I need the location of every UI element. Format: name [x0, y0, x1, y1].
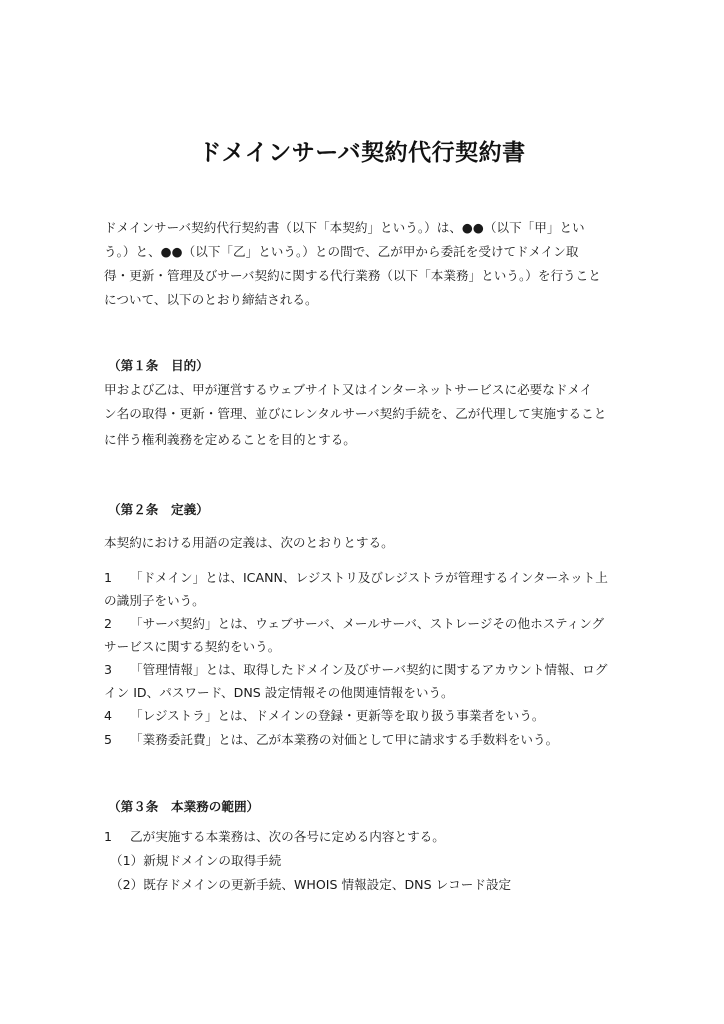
document-title: ドメインサーバ契約代行契約書 — [198, 140, 526, 166]
item-text: 「レジストラ」とは、ドメインの登録・更新等を取り扱う事業者をいう。 — [130, 708, 545, 723]
item-text: 「サーバ契約」とは、ウェブサーバ、メールサーバ、ストレージその他ホスティング — [130, 616, 605, 631]
article-1-body — [104, 378, 620, 452]
definition-item-2 — [104, 612, 620, 635]
item-text: 「業務委託費」とは、乙が本業務の対価として甲に請求する手数料をいう。 — [130, 732, 559, 747]
article-1-line: に伴う権利義務を定めることを目的とする。 — [104, 432, 356, 447]
item-number: 4 — [104, 708, 113, 723]
preamble-line: ドメインサーバ契約代行契約書（以下「本契約」という。）は、●●（以下「甲」とい — [104, 220, 585, 235]
article-2-intro-text: 本契約における用語の定義は、次のとおりとする。 — [104, 535, 394, 550]
article-2-heading: （第２条 定義） — [108, 502, 209, 517]
item-number: 5 — [104, 732, 113, 747]
definition-item-5 — [104, 728, 620, 752]
preamble — [104, 216, 620, 312]
item-number: 1 — [104, 829, 113, 844]
article-1-heading: （第１条 目的） — [108, 358, 209, 373]
article-2-intro — [104, 531, 620, 555]
definition-item-1-cont: の識別子をいう。 — [104, 593, 205, 608]
article-1-line: 甲および乙は、甲が運営するウェブサイト又はインターネットサービスに必要なドメイ — [104, 382, 593, 397]
preamble-line: う。）と、●●（以下「乙」という。）との間で、乙が甲から委託を受けてドメイン取 — [104, 244, 579, 259]
item-text: 「ドメイン」とは、ICANN、レジストリ及びレジストラが管理するインターネット上 — [130, 570, 608, 585]
definition-item-3-cont: イン ID、パスワード、DNS 設定情報その他関連情報をいう。 — [104, 685, 454, 700]
article-3-subitem-1: （1）新規ドメインの取得手続 — [110, 853, 282, 868]
preamble-line: 得・更新・管理及びサーバ契約に関する代行業務（以下「本業務」という。）を行うこと — [104, 268, 601, 283]
preamble-line: について、以下のとおり締結される。 — [104, 292, 318, 307]
definition-item-4 — [104, 704, 620, 728]
item-text: 「管理情報」とは、取得したドメイン及びサーバ契約に関するアカウント情報、ログ — [130, 662, 608, 677]
article-3-body — [104, 825, 620, 897]
item-number: 3 — [104, 662, 113, 677]
article-2-definitions — [104, 566, 620, 752]
definition-item-3 — [104, 658, 620, 681]
definition-item-2-cont: サービスに関する契約をいう。 — [104, 639, 281, 654]
item-text: 乙が実施する本業務は、次の各号に定める内容とする。 — [130, 829, 445, 844]
article-1-line: ン名の取得・更新・管理、並びにレンタルサーバ契約手続を、乙が代理して実施すること — [104, 406, 607, 421]
item-number: 2 — [104, 616, 113, 631]
article-3-heading: （第３条 本業務の範囲） — [108, 799, 260, 814]
article-3-subitem-2: （2）既存ドメインの更新手続、WHOIS 情報設定、DNS レコード設定 — [110, 877, 512, 892]
item-number: 1 — [104, 570, 113, 585]
article-3-item-1 — [104, 825, 620, 849]
definition-item-1 — [104, 566, 620, 589]
